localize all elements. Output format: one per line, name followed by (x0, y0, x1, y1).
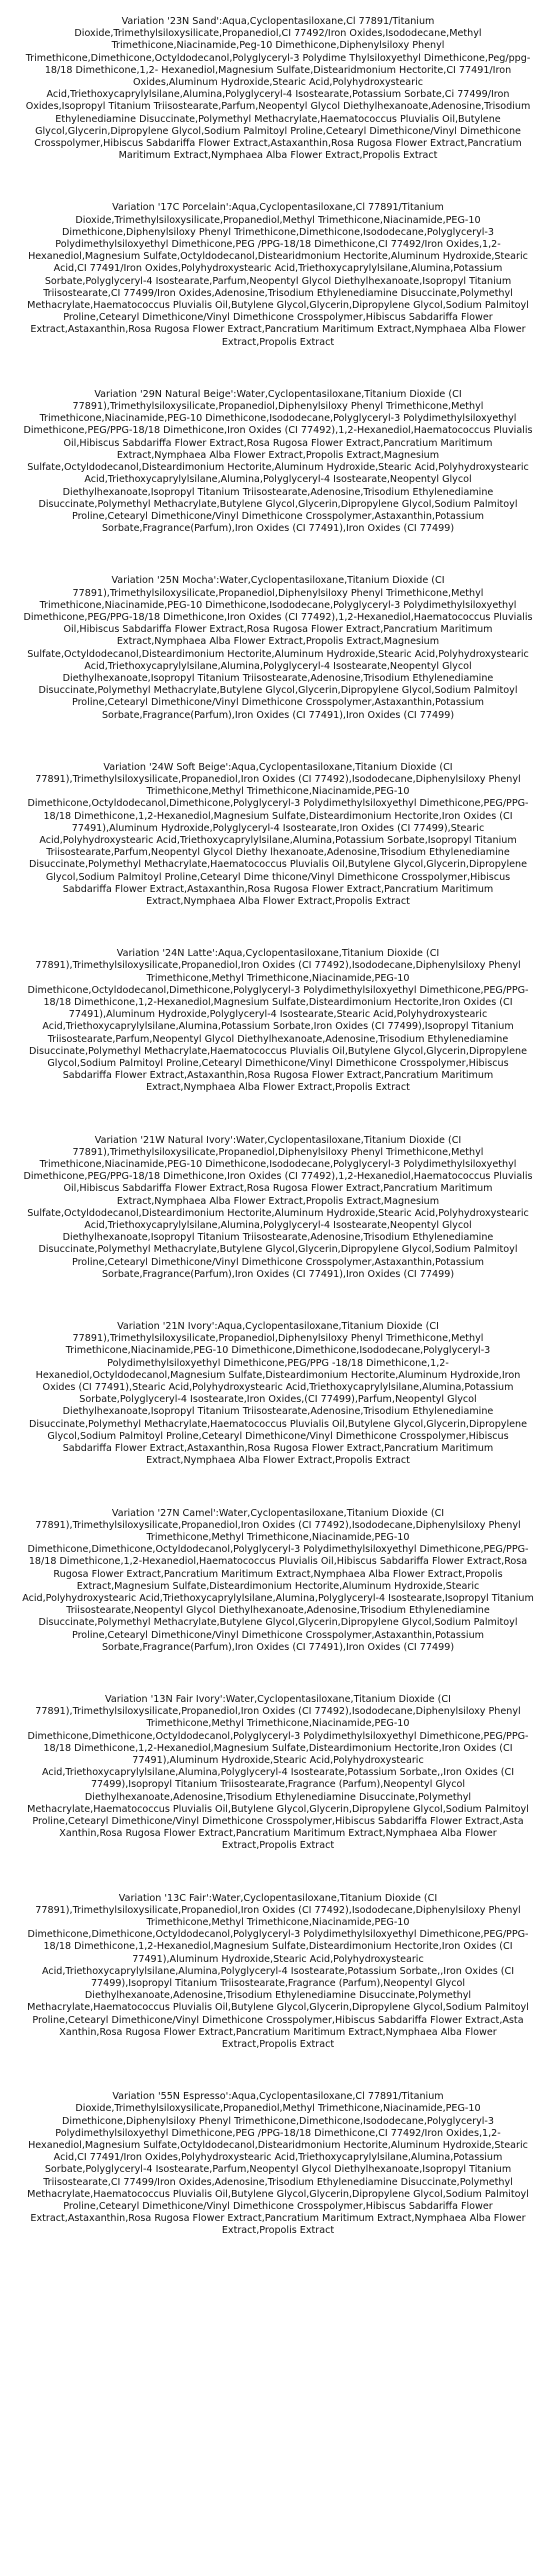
variant-24w-soft-beige-ingredients: Variation '24W Soft Beige':Aqua,Cyclopentasiloxane,Titanium Dioxide (CI 77891),Trimethylsiloxysilicate,Propanediol,Iron Oxides (CI 77492),Isododecane,Diphenylsiloxy Phenyl Trimethicone,Methyl Trimethicone,Niacinamide,PEG-10 Dimethicone,Octyldodecanol,Dimethicone,Polyglyceryl-3 Polydimethylsiloxyethyl Dimethicone,PEG/PPG-18/18 Dimethicone,1,2-Hexanediol,Magnesium Sulfate,Disteardimonium Hectorite,Iron Oxides (CI 77491),Aluminum Hydroxide,Polyglyceryl-4 Isostearate,Iron Oxides (CI 77499),Stearic Acid,Polyhydroxystearic Acid,Triethoxycaprylylsilane,Alumina,Potassium Sorbate,Isopropyl Titanium Triisostearate,Parfum,Neopentyl Glycol Diethy lhexanoate,Adenosine,Trisodium Ethylenediamine Disuccinate,Polymethyl Methacrylate,Haematococcus Pluvialis Oil,Butylene Glycol,Glycerin,Dipropylene Glycol,Sodium Palmitoyl Proline,Cetearyl Dime thicone/Vinyl Dimethicone Crosspolymer,Hibiscus Sabdariffa Flower Extract,Astaxanthin,Rosa Rugosa Flower Extract,Pancratium Maritimum Extract,Nymphaea Alba Flower Extract,Propolis Extract (27, 761, 529, 907)
variant-23n-sand-ingredients: Variation '23N Sand':Aqua,Cyclopentasiloxane,Cl 77891/Titanium Dioxide,Trimethylsiloxysilicate,Propanediol,CI 77492/Iron Oxides,Isododecane,Methyl Trimethicone,Niacinamide,Peg-10 Dimethicone,Diphenylsiloxy Phenyl Trimethicone,Dimethicone,Octyldodecanol,Polyglyceryl-3 Polydime Thylsiloxyethyl Dimethicone,Peg/ppg-18/18 Dimethicone,1,2- Hexanediol,Magnesium Sulfate,Distearidmonium Hectorite,CI 77491/Iron Oxides,Aluminum Hydroxide,Stearic Acid,Polyhydroxystearic Acid,Triethoxycaprylylsilane,Alumina,Polyglyceryl-4 Isostearate,Potassium Sorbate,Ci 77499/Iron Oxides,Isopropyl Titanium Triisostearate,Parfum,Neopentyl Glycol Diethylhexanoate,Adenosine,Trisodium Ethylenediamine Disuccinate,Polymethyl Methacrylate,Haematococcus Pluvialis Oil,Butylene Glycol,Glycerin,Dipropylene Glycol,Sodium Palmitoyl Proline,Cetearyl Dimethicone/Vinyl Dimethicone Crosspolymer,Hibiscus Sabdariffa Flower Extract,Astaxanthin,Rosa Rugosa Flower Extract,Pancratium Maritimum Extract,Nymphaea Alba Flower Extract,Propolis Extract (25, 16, 531, 162)
variant-25n-mocha-ingredients: Variation '25N Mocha':Water,Cyclopentasiloxane,Titanium Dioxide (CI 77891),Trimethylsiloxysilicate,Propanediol,Diphenylsiloxy Phenyl Trimethicone,Methyl Trimethicone,Niacinamide,PEG-10 Dimethicone,Isododecane,Polyglyceryl-3 Polydimethylsiloxyethyl Dimethicone,PEG/PPG-18/18 Dimethicone,Iron Oxides (CI 77492),1,2-Hexanediol,Haematococcus Pluvialis Oil,Hibiscus Sabdariffa Flower Extract,Rosa Rugosa Flower Extract,Pancratium Maritimum Extract,Nymphaea Alba Flower Extract,Propolis Extract,Magnesium Sulfate,Octyldodecanol,Disteardimonium Hectorite,Aluminum Hydroxide,Stearic Acid,Polyhydroxystearic Acid,Triethoxycaprylylsilane,Alumina,Polyglyceryl-4 Isostearate,Neopentyl Glycol Diethylhexanoate,Isopropyl Titanium Triisostearate,Adenosine,Trisodium Ethylenediamine Disuccinate,Polymethyl Methacrylate,Butylene Glycol,Glycerin,Dipropylene Glycol,Sodium Palmitoyl Proline,Cetearyl Dimethicone/Vinyl Dimethicone Crosspolymer,Astaxanthin,Potassium Sorbate,Fragrance(Parfum),Iron Oxides (CI 77491),Iron Oxides (CI 77499) (23, 575, 533, 721)
variant-17c-porcelain-ingredients: Variation '17C Porcelain':Aqua,Cyclopentasiloxane,Cl 77891/Titanium Dioxide,Trimethylsiloxysilicate,Propanediol,Methyl Trimethicone,Niacinamide,PEG-10 Dimethicone,Diphenylsiloxy Phenyl Trimethicone,Dimethicone,Isododecane,Polyglyceryl-3 Polydimethylsiloxyethyl Dimethicone,PEG /PPG-18/18 Dimethicone,CI 77492/Iron Oxides,1,2-Hexanediol,Magnesium Sulfate,Octyldodecanol,Distearidmonium Hectorite,Aluminum Hydroxide,Stearic Acid,CI 77491/Iron Oxides,Polyhydroxystearic Acid,Triethoxycaprylylsilane,Alumina,Potassium Sorbate,Polyglyceryl-4 Isostearate,Parfum,Neopentyl Glycol Diethylhexanoate,Isopropyl Titanium Triisostearate,CI 77499/Iron Oxides,Adenosine,Trisodium Ethylenediamine Disuccinate,Polymethyl Methacrylate,Haematococcus Pluvialis Oil,Butylene Glycol,Glycerin,Dipropylene Glycol,Sodium Palmitoyl Proline,Cetearyl Dimethicone/Vinyl Dimethicone Crosspolymer,Hibiscus Sabdariffa Flower Extract,Astaxanthin,Rosa Rugosa Flower Extract,Pancratium Maritimum Extract,Nymphaea Alba Flower Extract,Propolis Extract (27, 202, 529, 348)
variant-21w-natural-ivory-ingredients: Variation '21W Natural Ivory':Water,Cyclopentasiloxane,Titanium Dioxide (CI 77891),Trimethylsiloxysilicate,Propanediol,Diphenylsiloxy Phenyl Trimethicone,Methyl Trimethicone,Niacinamide,PEG-10 Dimethicone,Isododecane,Polyglyceryl-3 Polydimethylsiloxyethyl Dimethicone,PEG/PPG-18/18 Dimethicone,Iron Oxides (CI 77492),1,2-Hexanediol,Haematococcus Pluvialis Oil,Hibiscus Sabdariffa Flower Extract,Rosa Rugosa Flower Extract,Pancratium Maritimum Extract,Nymphaea Alba Flower Extract,Propolis Extract,Magnesium Sulfate,Octyldodecanol,Disteardimonium Hectorite,Aluminum Hydroxide,Stearic Acid,Polyhydroxystearic Acid,Triethoxycaprylylsilane,Alumina,Polyglyceryl-4 Isostearate,Neopentyl Glycol Diethylhexanoate,Isopropyl Titanium Triisostearate,Adenosine,Trisodium Ethylenediamine Disuccinate,Polymethyl Methacrylate,Butylene Glycol,Glycerin,Dipropylene Glycol,Sodium Palmitoyl Proline,Cetearyl Dimethicone/Vinyl Dimethicone Crosspolymer,Astaxanthin,Potassium Sorbate,Fragrance(Parfum),Iron Oxides (CI 77491),Iron Oxides (CI 77499) (23, 1134, 533, 1280)
variant-29n-natural-beige-ingredients: Variation '29N Natural Beige':Water,Cyclopentasiloxane,Titanium Dioxide (CI 77891),Trimethylsiloxysilicate,Propanediol,Diphenylsiloxy Phenyl Trimethicone,Methyl Trimethicone,Niacinamide,PEG-10 Dimethicone,Isododecane,Polyglyceryl-3 Polydimethylsiloxyethyl Dimethicone,PEG/PPG-18/18 Dimethicone,Iron Oxides (CI 77492),1,2-Hexanediol,Haematococcus Pluvialis Oil,Hibiscus Sabdariffa Flower Extract,Rosa Rugosa Flower Extract,Pancratium Maritimum Extract,Nymphaea Alba Flower Extract,Propolis Extract,Magnesium Sulfate,Octyldodecanol,Disteardimonium Hectorite,Aluminum Hydroxide,Stearic Acid,Polyhydroxystearic Acid,Triethoxycaprylylsilane,Alumina,Polyglyceryl-4 Isostearate,Neopentyl Glycol Diethylhexanoate,Isopropyl Titanium Triisostearate,Adenosine,Trisodium Ethylenediamine Disuccinate,Polymethyl Methacrylate,Butylene Glycol,Glycerin,Dipropylene Glycol,Sodium Palmitoyl Proline,Cetearyl Dimethicone/Vinyl Dimethicone Crosspolymer,Astaxanthin,Potassium Sorbate,Fragrance(Parfum),Iron Oxides (CI 77491),Iron Oxides (CI 77499) (23, 388, 533, 535)
variant-21n-ivory-ingredients: Variation '21N Ivory':Aqua,Cyclopentasiloxane,Titanium Dioxide (CI 77891),Trimethylsiloxysilicate,Propanediol,Diphenylsiloxy Phenyl Trimethicone,Methyl Trimethicone,Niacinamide,PEG-10 Dimethicone,Dimethicone,Isododecane,Polyglyceryl-3 Polydimethylsiloxyethyl Dimethicone,PEG/PPG -18/18 Dimethicone,1,2-Hexanediol,Octyldodecanol,Magnesium Sulfate,Disteardimonium Hectorite,Aluminum Hydroxide,Iron Oxides (CI 77491),Stearic Acid,Polyhydroxystearic Acid,Triethoxycaprylylsilane,Alumina,Potassium Sorbate,Polyglyceryl-4 Isostearate,Iron Oxides,(CI 77499),Parfum,Neopentyl Glycol Diethylhexanoate,Isopropyl Titanium Triisostearate,Adenosine,Trisodium Ethylenediamine Disuccinate,Polymethyl Methacrylate,Haematococcus Pluvialis Oil,Butylene Glycol,Glycerin,Dipropylene Glycol,Sodium Palmitoyl Proline,Cetearyl Dimethicone/Vinyl Dimethicone Crosspolymer,Hibiscus Sabdariffa Flower Extract,Astaxanthin,Rosa Rugosa Flower Extract,Pancratium Maritimum Extract,Nymphaea Alba Flower Extract,Propolis Extract (28, 1321, 528, 1467)
variant-13n-fair-ivory-ingredients: Variation '13N Fair Ivory':Water,Cyclopentasiloxane,Titanium Dioxide (CI 77891),Trimethylsiloxysilicate,Propanediol,Iron Oxides (CI 77492),Isododecane,Diphenylsiloxy Phenyl Trimethicone,Methyl Trimethicone,Niacinamide,PEG-10 Dimethicone,Dimethicone,Octyldodecanol,Polyglyceryl-3 Polydimethylsiloxyethyl Dimethicone,PEG/PPG-18/18 Dimethicone,1,2-Hexanediol,Magnesium Sulfate,Disteardimonium Hectorite,Iron Oxides (CI 77491),Aluminum Hydroxide,Stearic Acid,Polyhydroxystearic Acid,Triethoxycaprylylsilane,Alumina,Polyglyceryl-4 Isostearate,Potassium Sorbate,,Iron Oxides (CI 77499),Isopropyl Titanium Triisostearate,Fragrance (Parfum),Neopentyl Glycol Diethylhexanoate,Adenosine,Trisodium Ethylenediamine Disuccinate,Polymethyl Methacrylate,Haematococcus Pluvialis Oil,Butylene Glycol,Glycerin,Dipropylene Glycol,Sodium Palmitoyl Proline,Cetearyl Dimethicone/Vinyl Dimethicone Crosspolymer,Hibiscus Sabdariffa Flower Extract,Asta Xanthin,Rosa Rugosa Flower Extract,Pancratium Maritimum Extract,Nymphaea Alba Flower Extract,Propolis Extract (27, 1693, 529, 1852)
variant-13c-fair-ingredients: Variation '13C Fair':Water,Cyclopentasiloxane,Titanium Dioxide (CI 77891),Trimethylsiloxysilicate,Propanediol,Iron Oxides (CI 77492),Isododecane,Diphenylsiloxy Phenyl Trimethicone,Methyl Trimethicone,Niacinamide,PEG-10 Dimethicone,Dimethicone,Octyldodecanol,Polyglyceryl-3 Polydimethylsiloxyethyl Dimethicone,PEG/PPG-18/18 Dimethicone,1,2-Hexanediol,Magnesium Sulfate,Disteardimonium Hectorite,Iron Oxides (CI 77491),Aluminum Hydroxide,Stearic Acid,Polyhydroxystearic Acid,Triethoxycaprylylsilane,Alumina,Polyglyceryl-4 Isostearate,Potassium Sorbate,,Iron Oxides (CI 77499),Isopropyl Titanium Triisostearate,Fragrance (Parfum),Neopentyl Glycol Diethylhexanoate,Adenosine,Trisodium Ethylenediamine Disuccinate,Polymethyl Methacrylate,Haematococcus Pluvialis Oil,Butylene Glycol,Glycerin,Dipropylene Glycol,Sodium Palmitoyl Proline,Cetearyl Dimethicone/Vinyl Dimethicone Crosspolymer,Hibiscus Sabdariffa Flower Extract,Asta Xanthin,Rosa Rugosa Flower Extract,Pancratium Maritimum Extract,Nymphaea Alba Flower Extract,Propolis Extract (27, 1892, 529, 2051)
variant-55n-espresso-ingredients: Variation '55N Espresso':Aqua,Cyclopentasiloxane,Cl 77891/Titanium Dioxide,Trimethylsiloxysilicate,Propanediol,Methyl Trimethicone,Niacinamide,PEG-10 Dimethicone,Diphenylsiloxy Phenyl Trimethicone,Dimethicone,Isododecane,Polyglyceryl-3 Polydimethylsiloxyethyl Dimethicone,PEG /PPG-18/18 Dimethicone,CI 77492/Iron Oxides,1,2-Hexanediol,Magnesium Sulfate,Octyldodecanol,Distearidmonium Hectorite,Aluminum Hydroxide,Stearic Acid,CI 77491/Iron Oxides,Polyhydroxystearic Acid,Triethoxycaprylylsilane,Alumina,Potassium Sorbate,Polyglyceryl-4 Isostearate,Parfum,Neopentyl Glycol Diethylhexanoate,Isopropyl Titanium Triisostearate,CI 77499/Iron Oxides,Adenosine,Trisodium Ethylenediamine Disuccinate,Polymethyl Methacrylate,Haematococcus Pluvialis Oil,Butylene Glycol,Glycerin,Dipropylene Glycol,Sodium Palmitoyl Proline,Cetearyl Dimethicone/Vinyl Dimethicone Crosspolymer,Hibiscus Sabdariffa Flower Extract,Astaxanthin,Rosa Rugosa Flower Extract,Pancratium Maritimum Extract,Nymphaea Alba Flower Extract,Propolis Extract (27, 2091, 529, 2237)
variant-24n-latte-ingredients: Variation '24N Latte':Aqua,Cyclopentasiloxane,Titanium Dioxide (CI 77891),Trimethylsiloxysilicate,Propanediol,Iron Oxides (CI 77492),Isododecane,Diphenylsiloxy Phenyl Trimethicone,Methyl Trimethicone,Niacinamide,PEG-10 Dimethicone,Octyldodecanol,Dimethicone,Polyglyceryl-3 Polydimethylsiloxyethyl Dimethicone,PEG/PPG-18/18 Dimethicone,1,2-Hexanediol,Magnesium Sulfate,Disteardimonium Hectorite,Iron Oxides (CI 77491),Aluminum Hydroxide,Polyglyceryl-4 Isostearate,Stearic Acid,Polyhydroxystearic Acid,Triethoxycaprylylsilane,Alumina,Potassium Sorbate,Iron Oxides (CI 77499),Isopropyl Titanium Triisostearate,Parfum,Neopentyl Glycol Diethylhexanoate,Adenosine,Trisodium Ethylenediamine Disuccinate,Polymethyl Methacrylate,Haematococcus Pluvialis Oil,Butylene Glycol,Glycerin,Dipropylene Glycol,Sodium Palmitoyl Proline,Cetearyl Dimethicone/Vinyl Dimethicone Crosspolymer,Hibiscus Sabdariffa Flower Extract,Astaxanthin,Rosa Rugosa Flower Extract,Pancratium Maritimum Extract,Nymphaea Alba Flower Extract,Propolis Extract (27, 948, 529, 1094)
variant-27n-camel-ingredients: Variation '27N Camel':Water,Cyclopentasiloxane,Titanium Dioxide (CI 77891),Trimethylsiloxysilicate,Propanediol,Iron Oxides (CI 77492),Isododecane,Diphenylsiloxy Phenyl Trimethicone,Methyl Trimethicone,Niacinamide,PEG-10 Dimethicone,Dimethicone,Octyldodecanol,Polyglyceryl-3 Polydimethylsiloxyethyl Dimethicone,PEG/PPG-18/18 Dimethicone,1,2-Hexanediol,Haematococcus Pluvialis Oil,Hibiscus Sabdariffa Flower Extract,Rosa Rugosa Flower Extract,Pancratium Maritimum Extract,Nymphaea Alba Flower Extract,Propolis Extract,Magnesium Sulfate,Disteardimonium Hectorite,Aluminum Hydroxide,Stearic Acid,Polyhydroxystearic Acid,Triethoxycaprylylsilane,Alumina,Polyglyceryl-4 Isostearate,Isopropyl Titanium Triisostearate,Neopentyl Glycol Diethylhexanoate,Adenosine,Trisodium Ethylenediamine Disuccinate,Polymethyl Methacrylate,Butylene Glycol,Glycerin,Dipropylene Glycol,Sodium Palmitoyl Proline,Cetearyl Dimethicone/Vinyl Dimethicone Crosspolymer,Astaxanthin,Potassium Sorbate,Fragrance(Parfum),Iron Oxides (CI 77491),Iron Oxides (CI 77499) (22, 1507, 534, 1653)
